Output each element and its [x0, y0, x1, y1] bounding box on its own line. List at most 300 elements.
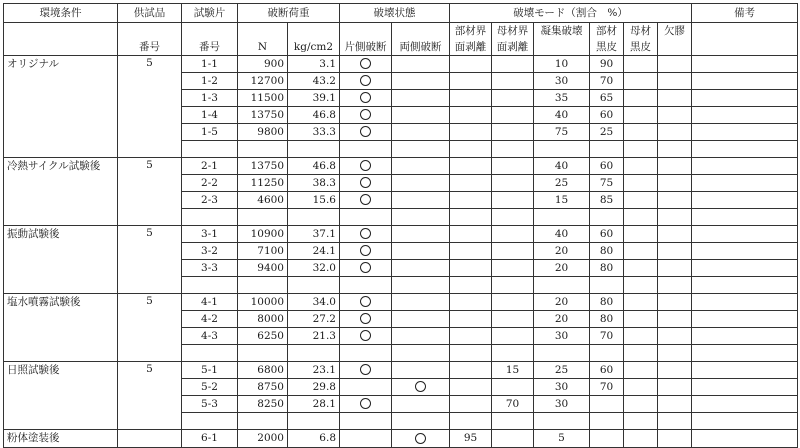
env-condition: 塩水噴霧試験後 [4, 294, 118, 362]
load-kg: 15.6 [288, 192, 340, 209]
empty-cell [288, 277, 340, 294]
base-interface-pct [492, 328, 534, 345]
void-pct [658, 56, 692, 73]
load-kg: 43.2 [288, 73, 340, 90]
remarks [692, 56, 798, 73]
empty-cell [534, 277, 590, 294]
load-n: 10900 [238, 226, 288, 243]
circle-mark-icon [360, 398, 371, 409]
void-pct [658, 175, 692, 192]
empty-cell [534, 413, 590, 430]
empty-cell [590, 141, 624, 158]
load-kg: 46.8 [288, 107, 340, 124]
both-side-break [392, 243, 450, 260]
cohesive-pct: 15 [534, 192, 590, 209]
piece-id: 2-1 [182, 158, 238, 175]
remarks [692, 362, 798, 379]
part-scale-pct: 60 [590, 362, 624, 379]
circle-mark-icon [360, 296, 371, 307]
one-side-break [340, 107, 392, 124]
header-blank [392, 23, 450, 40]
load-n: 9800 [238, 124, 288, 141]
both-side-break [392, 260, 450, 277]
empty-cell [450, 413, 492, 430]
cohesive-pct: 40 [534, 226, 590, 243]
empty-cell [534, 345, 590, 362]
both-side-break [392, 396, 450, 413]
empty-cell [238, 345, 288, 362]
header-blank [692, 39, 798, 56]
empty-cell [288, 209, 340, 226]
header-base-interface: 母材界 [492, 23, 534, 40]
load-kg: 24.1 [288, 243, 340, 260]
base-scale-pct [624, 56, 658, 73]
empty-cell [340, 277, 392, 294]
cohesive-pct: 25 [534, 175, 590, 192]
empty-cell [658, 345, 692, 362]
base-interface-pct [492, 73, 534, 90]
void-pct [658, 362, 692, 379]
base-scale-pct [624, 73, 658, 90]
table-row [4, 226, 798, 243]
part-interface-pct [450, 328, 492, 345]
empty-cell [492, 277, 534, 294]
part-interface-pct [450, 192, 492, 209]
empty-cell [590, 345, 624, 362]
empty-cell [624, 413, 658, 430]
remarks [692, 379, 798, 396]
header-void: 欠膠 [658, 23, 692, 40]
header-state: 破壊状態 [340, 4, 450, 23]
remarks [692, 311, 798, 328]
part-scale-pct: 70 [590, 379, 624, 396]
piece-id: 1-5 [182, 124, 238, 141]
empty-cell [450, 277, 492, 294]
part-scale-pct: 80 [590, 311, 624, 328]
void-pct [658, 226, 692, 243]
remarks [692, 73, 798, 90]
load-kg: 23.1 [288, 362, 340, 379]
load-n: 4600 [238, 192, 288, 209]
load-kg: 28.1 [288, 396, 340, 413]
empty-cell [340, 413, 392, 430]
part-scale-pct: 70 [590, 73, 624, 90]
header-sample-no: 番号 [118, 39, 182, 56]
one-side-break [340, 90, 392, 107]
piece-id: 1-2 [182, 73, 238, 90]
header-unit-kg: kg/cm2 [288, 39, 340, 56]
cohesive-pct: 20 [534, 260, 590, 277]
part-scale-pct: 60 [590, 107, 624, 124]
empty-cell [182, 413, 238, 430]
empty-cell [182, 209, 238, 226]
empty-cell [624, 209, 658, 226]
empty-cell [590, 277, 624, 294]
remarks [692, 192, 798, 209]
part-interface-pct: 95 [450, 430, 492, 448]
one-side-break [340, 294, 392, 311]
header-unit-n: N [238, 39, 288, 56]
header-part-interface-2: 面剥離 [450, 39, 492, 56]
empty-cell [182, 277, 238, 294]
piece-id: 3-1 [182, 226, 238, 243]
header-blank [340, 23, 392, 40]
base-interface-pct [492, 226, 534, 243]
remarks [692, 243, 798, 260]
header-mode: 破壊モード（割合 %） [450, 4, 692, 23]
header-blank [118, 23, 182, 40]
base-interface-pct [492, 175, 534, 192]
cohesive-pct: 30 [534, 396, 590, 413]
empty-cell [238, 413, 288, 430]
both-side-break [392, 328, 450, 345]
piece-id: 4-3 [182, 328, 238, 345]
piece-id: 5-2 [182, 379, 238, 396]
load-n: 8000 [238, 311, 288, 328]
both-side-break [392, 226, 450, 243]
both-side-break [392, 107, 450, 124]
empty-cell [182, 141, 238, 158]
load-kg: 33.3 [288, 124, 340, 141]
header-env: 環境条件 [4, 4, 118, 23]
base-scale-pct [624, 243, 658, 260]
piece-id: 1-1 [182, 56, 238, 73]
results-table [3, 3, 798, 448]
load-n: 11500 [238, 90, 288, 107]
header-base-interface-2: 面剥離 [492, 39, 534, 56]
part-scale-pct [590, 396, 624, 413]
circle-mark-icon [360, 126, 371, 137]
load-n: 13750 [238, 158, 288, 175]
one-side-break [340, 192, 392, 209]
base-scale-pct [624, 260, 658, 277]
one-side-break [340, 379, 392, 396]
base-scale-pct [624, 90, 658, 107]
part-interface-pct [450, 90, 492, 107]
base-interface-pct [492, 107, 534, 124]
cohesive-pct: 40 [534, 158, 590, 175]
void-pct [658, 124, 692, 141]
empty-cell [590, 209, 624, 226]
base-interface-pct [492, 158, 534, 175]
circle-mark-icon [415, 433, 426, 444]
header-one-side: 片側破断 [340, 39, 392, 56]
table-row [4, 294, 798, 311]
empty-cell [658, 277, 692, 294]
one-side-break [340, 396, 392, 413]
part-scale-pct: 90 [590, 56, 624, 73]
header-blank [692, 23, 798, 40]
empty-cell [624, 141, 658, 158]
sample-count: 5 [118, 158, 182, 226]
void-pct [658, 379, 692, 396]
empty-cell [492, 141, 534, 158]
cohesive-pct: 35 [534, 90, 590, 107]
header-piece-no: 番号 [182, 39, 238, 56]
part-scale-pct: 85 [590, 192, 624, 209]
void-pct [658, 107, 692, 124]
void-pct [658, 192, 692, 209]
part-scale-pct: 80 [590, 260, 624, 277]
cohesive-pct: 20 [534, 294, 590, 311]
empty-cell [450, 141, 492, 158]
table-row [4, 158, 798, 175]
base-scale-pct [624, 396, 658, 413]
void-pct [658, 158, 692, 175]
load-n: 8750 [238, 379, 288, 396]
test-results-sheet [3, 3, 797, 448]
piece-id: 5-3 [182, 396, 238, 413]
header-part-scale: 部材 [590, 23, 624, 40]
empty-cell [658, 413, 692, 430]
load-kg: 32.0 [288, 260, 340, 277]
empty-cell [492, 345, 534, 362]
cohesive-pct: 20 [534, 243, 590, 260]
header-both-side: 両側破断 [392, 39, 450, 56]
header-load: 破断荷重 [238, 4, 340, 23]
void-pct [658, 73, 692, 90]
empty-cell [392, 209, 450, 226]
part-interface-pct [450, 226, 492, 243]
piece-id: 3-2 [182, 243, 238, 260]
part-scale-pct: 25 [590, 124, 624, 141]
both-side-break [392, 311, 450, 328]
base-scale-pct [624, 362, 658, 379]
void-pct [658, 328, 692, 345]
part-interface-pct [450, 362, 492, 379]
one-side-break [340, 158, 392, 175]
cohesive-pct: 30 [534, 379, 590, 396]
part-scale-pct: 80 [590, 294, 624, 311]
one-side-break [340, 56, 392, 73]
part-scale-pct: 60 [590, 226, 624, 243]
empty-cell [624, 345, 658, 362]
empty-cell [492, 413, 534, 430]
part-scale-pct: 80 [590, 243, 624, 260]
load-n: 10000 [238, 294, 288, 311]
cohesive-pct: 10 [534, 56, 590, 73]
header-blank [288, 23, 340, 40]
empty-cell [590, 413, 624, 430]
part-interface-pct [450, 379, 492, 396]
remarks [692, 158, 798, 175]
remarks [692, 175, 798, 192]
base-interface-pct [492, 124, 534, 141]
header-base-scale-2: 黒皮 [624, 39, 658, 56]
piece-id: 4-2 [182, 311, 238, 328]
both-side-break [392, 362, 450, 379]
load-n: 2000 [238, 430, 288, 448]
table-row [4, 56, 798, 73]
one-side-break [340, 328, 392, 345]
circle-mark-icon [360, 75, 371, 86]
load-n: 6250 [238, 328, 288, 345]
base-interface-pct [492, 243, 534, 260]
both-side-break [392, 124, 450, 141]
base-interface-pct [492, 56, 534, 73]
base-interface-pct [492, 379, 534, 396]
base-scale-pct [624, 379, 658, 396]
header-blank [182, 23, 238, 40]
remarks [692, 396, 798, 413]
header-blank [238, 23, 288, 40]
piece-id: 6-1 [182, 430, 238, 448]
part-scale-pct: 70 [590, 328, 624, 345]
load-kg: 46.8 [288, 158, 340, 175]
base-interface-pct [492, 294, 534, 311]
base-scale-pct [624, 192, 658, 209]
empty-cell [492, 209, 534, 226]
piece-id: 5-1 [182, 362, 238, 379]
piece-id: 4-1 [182, 294, 238, 311]
piece-id: 2-3 [182, 192, 238, 209]
circle-mark-icon [360, 245, 371, 256]
load-n: 6800 [238, 362, 288, 379]
both-side-break [392, 56, 450, 73]
circle-mark-icon [360, 228, 371, 239]
empty-cell [288, 345, 340, 362]
load-kg: 3.1 [288, 56, 340, 73]
cohesive-pct: 5 [534, 430, 590, 448]
part-interface-pct [450, 107, 492, 124]
header-part-interface: 部材界 [450, 23, 492, 40]
both-side-break [392, 158, 450, 175]
empty-cell [534, 141, 590, 158]
both-side-break [392, 175, 450, 192]
base-scale-pct [624, 107, 658, 124]
empty-cell [288, 141, 340, 158]
load-kg: 38.3 [288, 175, 340, 192]
empty-cell [340, 209, 392, 226]
load-n: 13750 [238, 107, 288, 124]
base-scale-pct [624, 311, 658, 328]
part-scale-pct: 65 [590, 90, 624, 107]
empty-cell [534, 209, 590, 226]
cohesive-pct: 40 [534, 107, 590, 124]
part-interface-pct [450, 294, 492, 311]
one-side-break [340, 243, 392, 260]
empty-cell [238, 277, 288, 294]
header-blank [4, 39, 118, 56]
cohesive-pct: 25 [534, 362, 590, 379]
load-kg: 6.8 [288, 430, 340, 448]
both-side-break [392, 73, 450, 90]
circle-mark-icon [360, 58, 371, 69]
header-cohesive: 凝集破壊 [534, 23, 590, 40]
base-interface-pct [492, 90, 534, 107]
remarks [692, 107, 798, 124]
empty-cell [692, 141, 798, 158]
base-scale-pct [624, 328, 658, 345]
sample-count: 5 [118, 294, 182, 362]
base-scale-pct [624, 158, 658, 175]
void-pct [658, 396, 692, 413]
void-pct [658, 90, 692, 107]
empty-cell [692, 345, 798, 362]
base-scale-pct [624, 294, 658, 311]
one-side-break [340, 226, 392, 243]
part-scale-pct: 60 [590, 158, 624, 175]
empty-cell [450, 209, 492, 226]
one-side-break [340, 311, 392, 328]
one-side-break [340, 260, 392, 277]
empty-cell [340, 141, 392, 158]
void-pct [658, 294, 692, 311]
header-base-scale: 母材 [624, 23, 658, 40]
both-side-break [392, 192, 450, 209]
part-interface-pct [450, 56, 492, 73]
empty-cell [658, 141, 692, 158]
header-blank [4, 23, 118, 40]
base-scale-pct [624, 124, 658, 141]
remarks [692, 226, 798, 243]
circle-mark-icon [415, 381, 426, 392]
remarks [692, 124, 798, 141]
header-sample: 供試品 [118, 4, 182, 23]
table-row [4, 362, 798, 379]
base-interface-pct [492, 311, 534, 328]
part-interface-pct [450, 396, 492, 413]
sample-count: 5 [118, 226, 182, 294]
empty-cell [288, 413, 340, 430]
load-n: 9400 [238, 260, 288, 277]
sample-count: 5 [118, 362, 182, 430]
piece-id: 1-4 [182, 107, 238, 124]
load-n: 12700 [238, 73, 288, 90]
remarks [692, 294, 798, 311]
void-pct [658, 243, 692, 260]
void-pct [658, 311, 692, 328]
base-interface-pct: 70 [492, 396, 534, 413]
load-n: 11250 [238, 175, 288, 192]
empty-cell [692, 277, 798, 294]
remarks [692, 260, 798, 277]
load-n: 900 [238, 56, 288, 73]
part-interface-pct [450, 311, 492, 328]
load-kg: 27.2 [288, 311, 340, 328]
header-blank [658, 39, 692, 56]
void-pct [658, 260, 692, 277]
env-condition: 日照試験後 [4, 362, 118, 430]
header-part-scale-2: 黒皮 [590, 39, 624, 56]
piece-id: 3-3 [182, 260, 238, 277]
load-kg: 39.1 [288, 90, 340, 107]
part-interface-pct [450, 124, 492, 141]
cohesive-pct: 20 [534, 311, 590, 328]
part-interface-pct [450, 73, 492, 90]
header-blank [534, 39, 590, 56]
piece-id: 1-3 [182, 90, 238, 107]
load-kg: 21.3 [288, 328, 340, 345]
circle-mark-icon [360, 160, 371, 171]
results-body [4, 56, 798, 448]
part-interface-pct [450, 260, 492, 277]
cohesive-pct: 30 [534, 73, 590, 90]
sample-count: 5 [118, 56, 182, 158]
base-interface-pct [492, 192, 534, 209]
empty-cell [238, 141, 288, 158]
header-remarks: 備考 [692, 4, 798, 23]
header-piece: 試験片 [182, 4, 238, 23]
empty-cell [340, 345, 392, 362]
remarks [692, 328, 798, 345]
load-kg: 29.8 [288, 379, 340, 396]
env-condition: 振動試験後 [4, 226, 118, 294]
empty-cell [692, 413, 798, 430]
empty-cell [392, 277, 450, 294]
empty-cell [692, 209, 798, 226]
circle-mark-icon [360, 330, 371, 341]
